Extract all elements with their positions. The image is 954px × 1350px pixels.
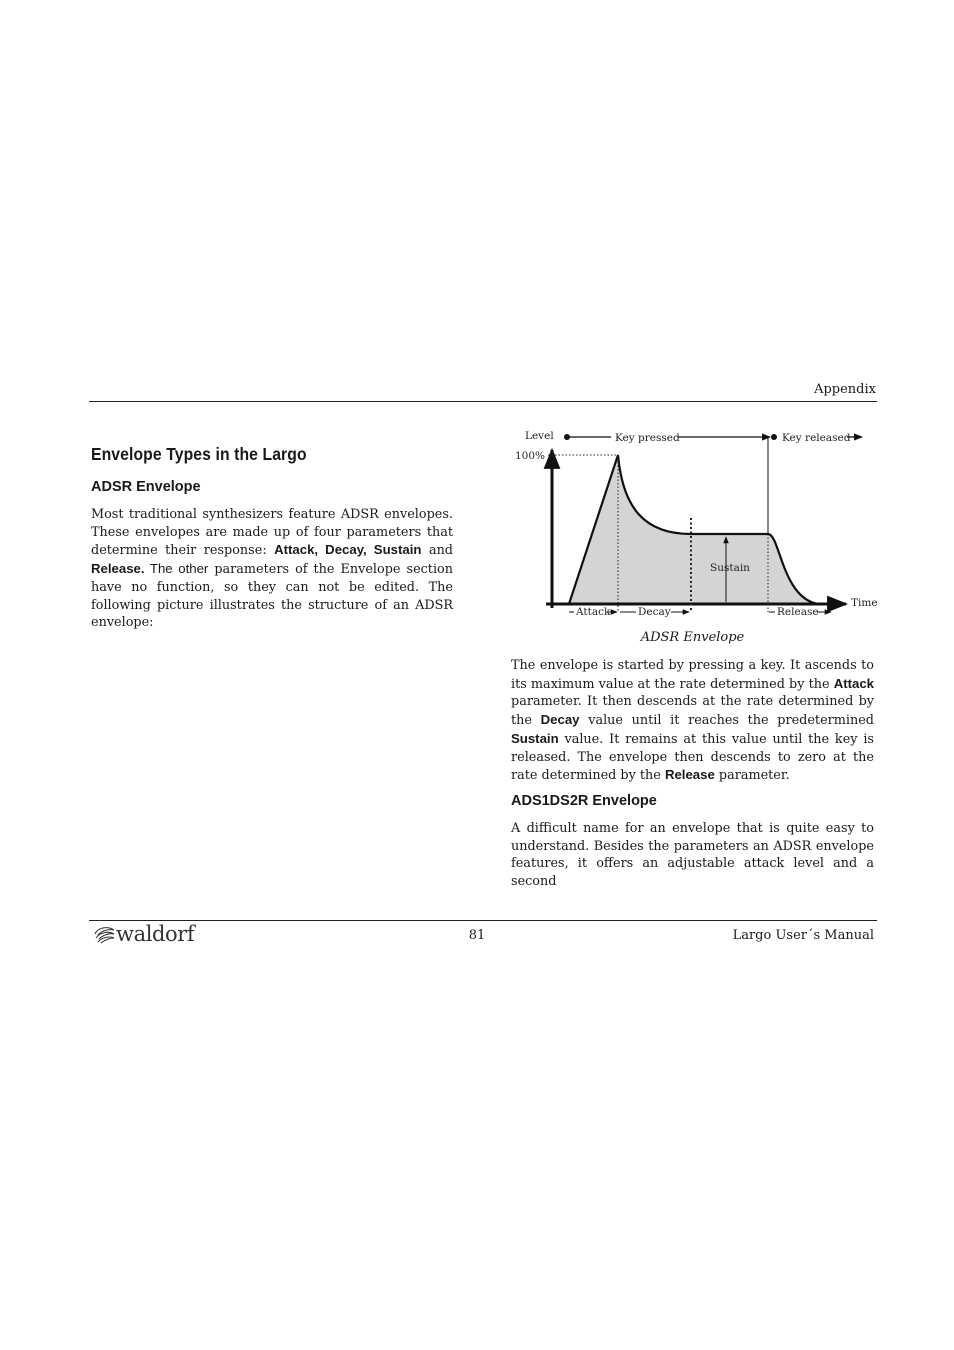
manual-title: Largo User´s Manual [732,928,874,943]
waldorf-swirl-icon [95,928,114,943]
decay-label: Decay [638,606,671,618]
running-header: Appendix [814,382,876,397]
level-label: Level [525,430,554,442]
footer-divider [89,920,877,921]
envelope-paragraph: The envelope is started by pressing a key. It ascends to its maximum value at the rate determined by the Attack parameter. It then descends at the rate determined by the Decay value until it reaches the predetermined Sustain value. It remains at this value until the key is released. The envelope then descends to zero at the rate determined by the Release parameter. [511,658,875,784]
figure-caption: ADSR Envelope [640,630,745,645]
svg-text:waldorf: waldorf [116,922,195,946]
page-number: 81 [468,928,486,943]
percent-label: 100% [515,450,546,462]
time-label: Time [851,597,878,609]
key-released-dot [771,434,777,440]
sustain-label: Sustain [710,562,750,574]
ads1ds2r-paragraph: A difficult name for an envelope that is quite easy to understand. Besides the parameters an ADSR envelope features, it offers an adjustable attack level and a second [511,821,874,890]
key-released-label: Key released [782,432,851,444]
adsr-paragraph: Most traditional synthesizers feature ADSR envelopes. These envelopes are made up of four parameters that determine their response: Attack, Decay, Sustain and Release. The other parameters of the Envelope section have no function, so they can not be edited. The following picture illustrates the structure of an ADSR envelope: [91,507,454,631]
section-title: Envelope Types in the Largo [91,444,307,464]
key-pressed-label: Key pressed [615,432,680,444]
attack-label: Attack [576,606,611,618]
adsr-envelope-diagram [506,420,880,632]
ads1ds2r-heading: ADS1DS2R Envelope [511,793,657,809]
header-divider [89,401,877,402]
waldorf-logo [92,921,202,947]
release-label: Release [777,606,819,618]
envelope-area [569,455,818,604]
adsr-heading: ADSR Envelope [91,479,201,495]
